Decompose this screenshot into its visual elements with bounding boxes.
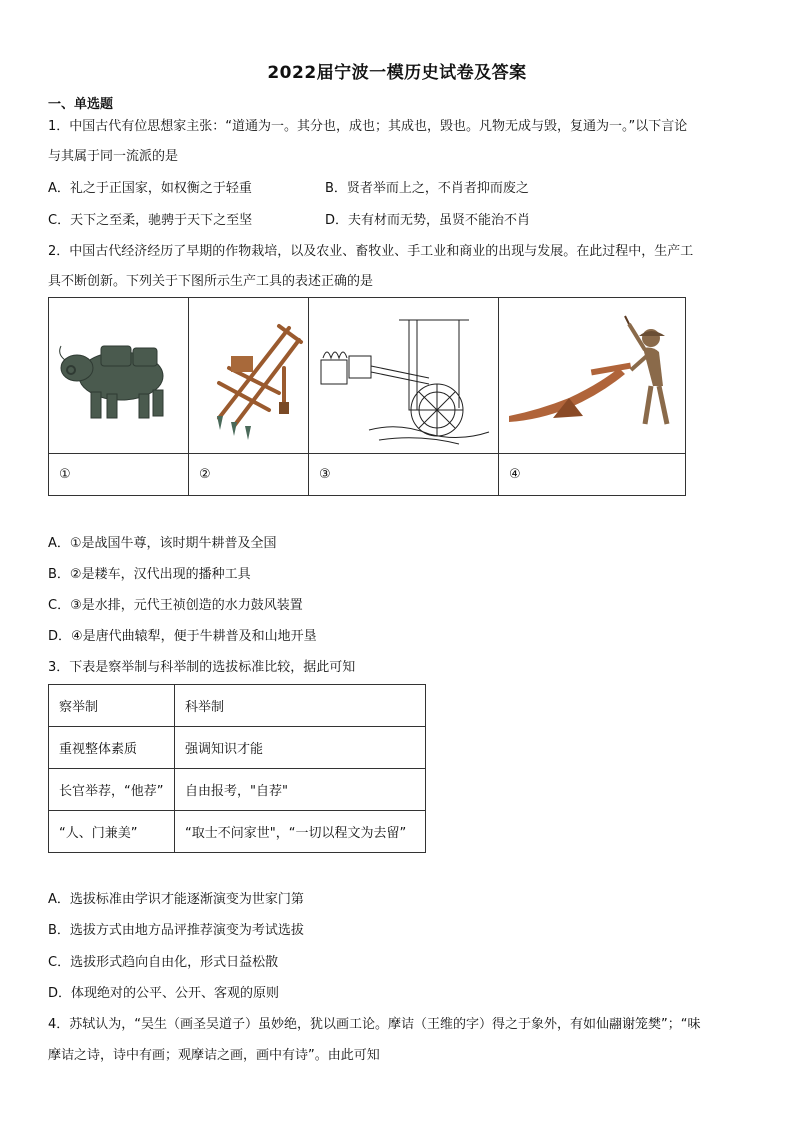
image-cell-3 — [309, 298, 499, 454]
q1-stem-line2: 与其属于同一流派的是 — [48, 149, 179, 164]
q3-option-b: B．选拔方式由地方品评推荐演变为考试选拔 — [48, 923, 304, 938]
q1-option-a: A．礼之于正国家，如权衡之于轻重 — [48, 181, 252, 196]
section-heading: 一、单选题 — [48, 97, 114, 112]
table-cell: “取士不问家世"，“一切以程文为去留” — [175, 811, 426, 853]
q3-option-c: C．选拔形式趋向自由化，形式日益松散 — [48, 955, 279, 970]
image-cell-2 — [189, 298, 309, 454]
image-cell-1 — [49, 298, 189, 454]
page-title: 2022届宁波一模历史试卷及答案 — [267, 63, 527, 83]
q2-stem-line1: 2．中国古代经济经历了早期的作物栽培，以及农业、畜牧业、手工业和商业的出现与发展。在此过程中，生产工 — [48, 244, 694, 259]
q2-option-c: C．③是水排，元代王祯创造的水力鼓风装置 — [48, 598, 303, 613]
bronze-ox-vessel-icon — [49, 298, 188, 453]
label-4: ④ — [509, 467, 521, 482]
curved-plow-icon — [499, 298, 685, 453]
tools-image-table — [48, 297, 686, 496]
q2-option-a: A．①是战国牛尊，该时期牛耕普及全国 — [48, 536, 277, 551]
image-cell-4 — [499, 298, 686, 454]
q3-stem: 3．下表是察举制与科举制的选拔标准比较，据此可知 — [48, 660, 356, 675]
image-label-3 — [309, 454, 499, 496]
table-cell: 科举制 — [175, 685, 426, 727]
water-bellows-icon — [309, 298, 498, 453]
q1-option-c: C．天下之至柔，驰骋于天下之至坚 — [48, 213, 253, 228]
table-cell: 强调知识才能 — [175, 727, 426, 769]
q4-stem-line2: 摩诘之诗，诗中有画；观摩诘之画，画中有诗”。由此可知 — [48, 1048, 380, 1063]
table-row — [49, 727, 426, 769]
table-row — [49, 685, 426, 727]
image-label-4 — [499, 454, 686, 496]
table-row — [49, 769, 426, 811]
image-label-1 — [49, 454, 189, 496]
table-cell: 重视整体素质 — [49, 727, 175, 769]
table-cell: 察举制 — [49, 685, 175, 727]
table-cell: “人、门兼美” — [49, 811, 175, 853]
comparison-table — [48, 684, 426, 853]
q4-stem-line1: 4．苏轼认为，“吴生（画圣吴道子）虽妙绝，犹以画工论。摩诘（王维的字）得之于象外，有如仙翮谢笼樊”；“味 — [48, 1017, 701, 1032]
seed-drill-icon — [189, 298, 308, 453]
q1-option-d: D．夫有材而无势，虽贤不能治不肖 — [325, 213, 531, 228]
table-row — [49, 811, 426, 853]
table-cell: 长官举荐，“他荐” — [49, 769, 175, 811]
image-label-2 — [189, 454, 309, 496]
q2-option-b: B．②是耧车，汉代出现的播种工具 — [48, 567, 251, 582]
table-cell: 自由报考，"自荐" — [175, 769, 426, 811]
q1-option-b: B．贤者举而上之，不肖者抑而废之 — [325, 181, 529, 196]
label-3: ③ — [319, 467, 331, 482]
q3-option-d: D．体现绝对的公平、公开、客观的原则 — [48, 986, 280, 1001]
label-2: ② — [199, 467, 211, 482]
q1-stem-line1: 1．中国古代有位思想家主张：“道通为一。其分也，成也；其成也，毁也。凡物无成与毁，复通为一。”以下言论 — [48, 119, 688, 134]
q2-stem-line2: 具不断创新。下列关于下图所示生产工具的表述正确的是 — [48, 274, 374, 289]
q2-option-d: D．④是唐代曲辕犁，便于牛耕普及和山地开垦 — [48, 629, 317, 644]
label-1: ① — [59, 467, 71, 482]
q3-option-a: A．选拔标准由学识才能逐渐演变为世家门第 — [48, 892, 304, 907]
